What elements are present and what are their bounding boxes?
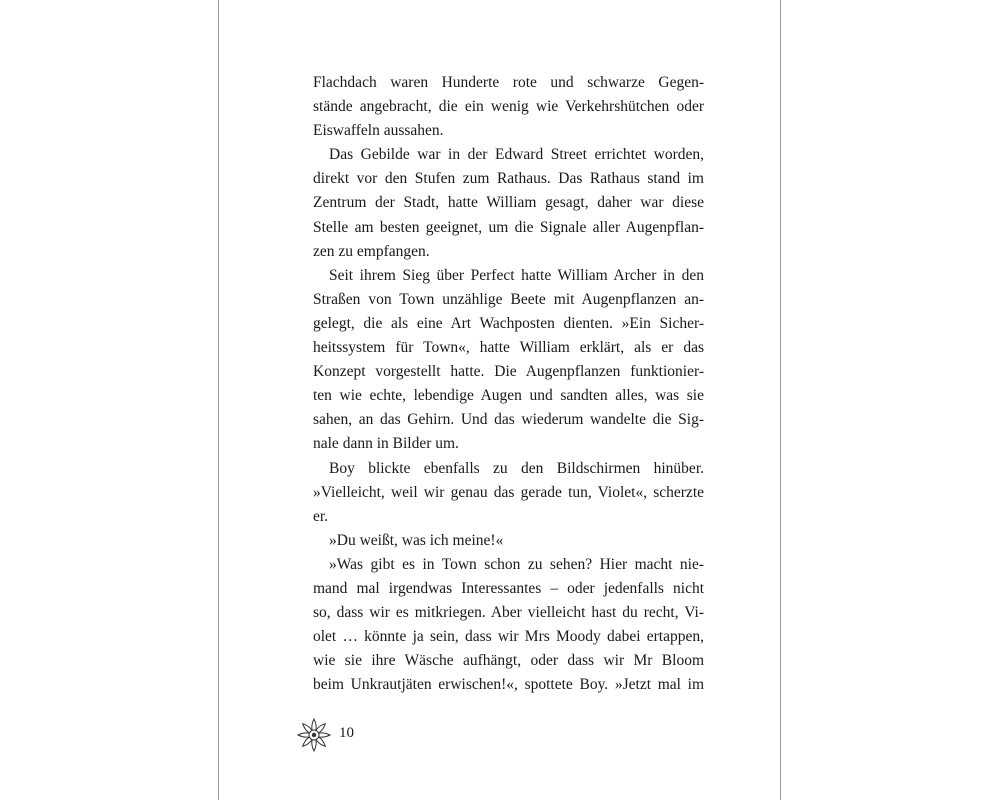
text-line: olet … könnte ja sein, dass wir Mrs Moody dabei ertappen,: [313, 628, 704, 646]
text-line: gelegt, die als eine Art Wachposten dienten. »Ein Sicher-: [313, 314, 704, 332]
flower-icon: [297, 718, 331, 752]
text-line: Seit ihrem Sieg über Perfect hatte William Archer in den: [329, 266, 704, 284]
text-line: Boy blickte ebenfalls zu den Bildschirmen hinüber.: [329, 459, 704, 477]
text-line: heitssystem für Town«, hatte William erklärt, als er das: [313, 339, 704, 357]
text-line: Flachdach waren Hunderte rote und schwarze Gegen-: [313, 74, 704, 91]
text-line: Stelle am besten geeignet, um die Signale aller Augenpflan-: [313, 218, 704, 236]
text-line: wie sie ihre Wäsche aufhängt, oder dass wir Mr Bloom: [313, 652, 704, 670]
text-line: Straßen von Town unzählige Beete mit Augenpflanzen an-: [313, 290, 704, 308]
text-line: »Vielleicht, weil wir genau das gerade tun, Violet«, scherzte: [313, 483, 704, 501]
text-line: »Was gibt es in Town schon zu sehen? Hier macht nie-: [329, 555, 704, 573]
text-line: er.: [313, 507, 329, 525]
page-number: 10: [339, 724, 354, 741]
text-line: direkt vor den Stufen zum Rathaus. Das Rathaus stand im: [313, 170, 704, 188]
body-text: [313, 71, 704, 697]
text-line: Eiswaffeln aussahen.: [313, 122, 444, 140]
text-line: Zentrum der Stadt, hatte William gesagt, daher war diese: [313, 194, 704, 212]
text-line: mand mal irgendwas Interessantes – oder jedenfalls nicht: [313, 579, 704, 597]
text-line: nale dann in Bilder um.: [313, 435, 459, 453]
text-line: sahen, an das Gehirn. Und das wiederum wandelte die Sig-: [313, 411, 704, 429]
text-line: beim Unkrautjäten erwischen!«, spottete Boy. »Jetzt mal im: [313, 676, 704, 694]
page-footer: [297, 718, 354, 752]
text-line: »Du weißt, was ich meine!«: [329, 531, 504, 549]
book-page: [218, 0, 781, 800]
text-line: ten wie echte, lebendige Augen und sandten alles, was sie: [313, 387, 704, 405]
text-line: so, dass wir es mitkriegen. Aber vielleicht hast du recht, Vi-: [313, 604, 704, 622]
text-line: zen zu empfangen.: [313, 242, 430, 260]
text-line: Konzept vorgestellt hatte. Die Augenpflanzen funktionier-: [313, 363, 704, 381]
text-line: stände angebracht, die ein wenig wie Verkehrshütchen oder: [313, 98, 704, 116]
text-line: Das Gebilde war in der Edward Street errichtet worden,: [329, 146, 704, 164]
